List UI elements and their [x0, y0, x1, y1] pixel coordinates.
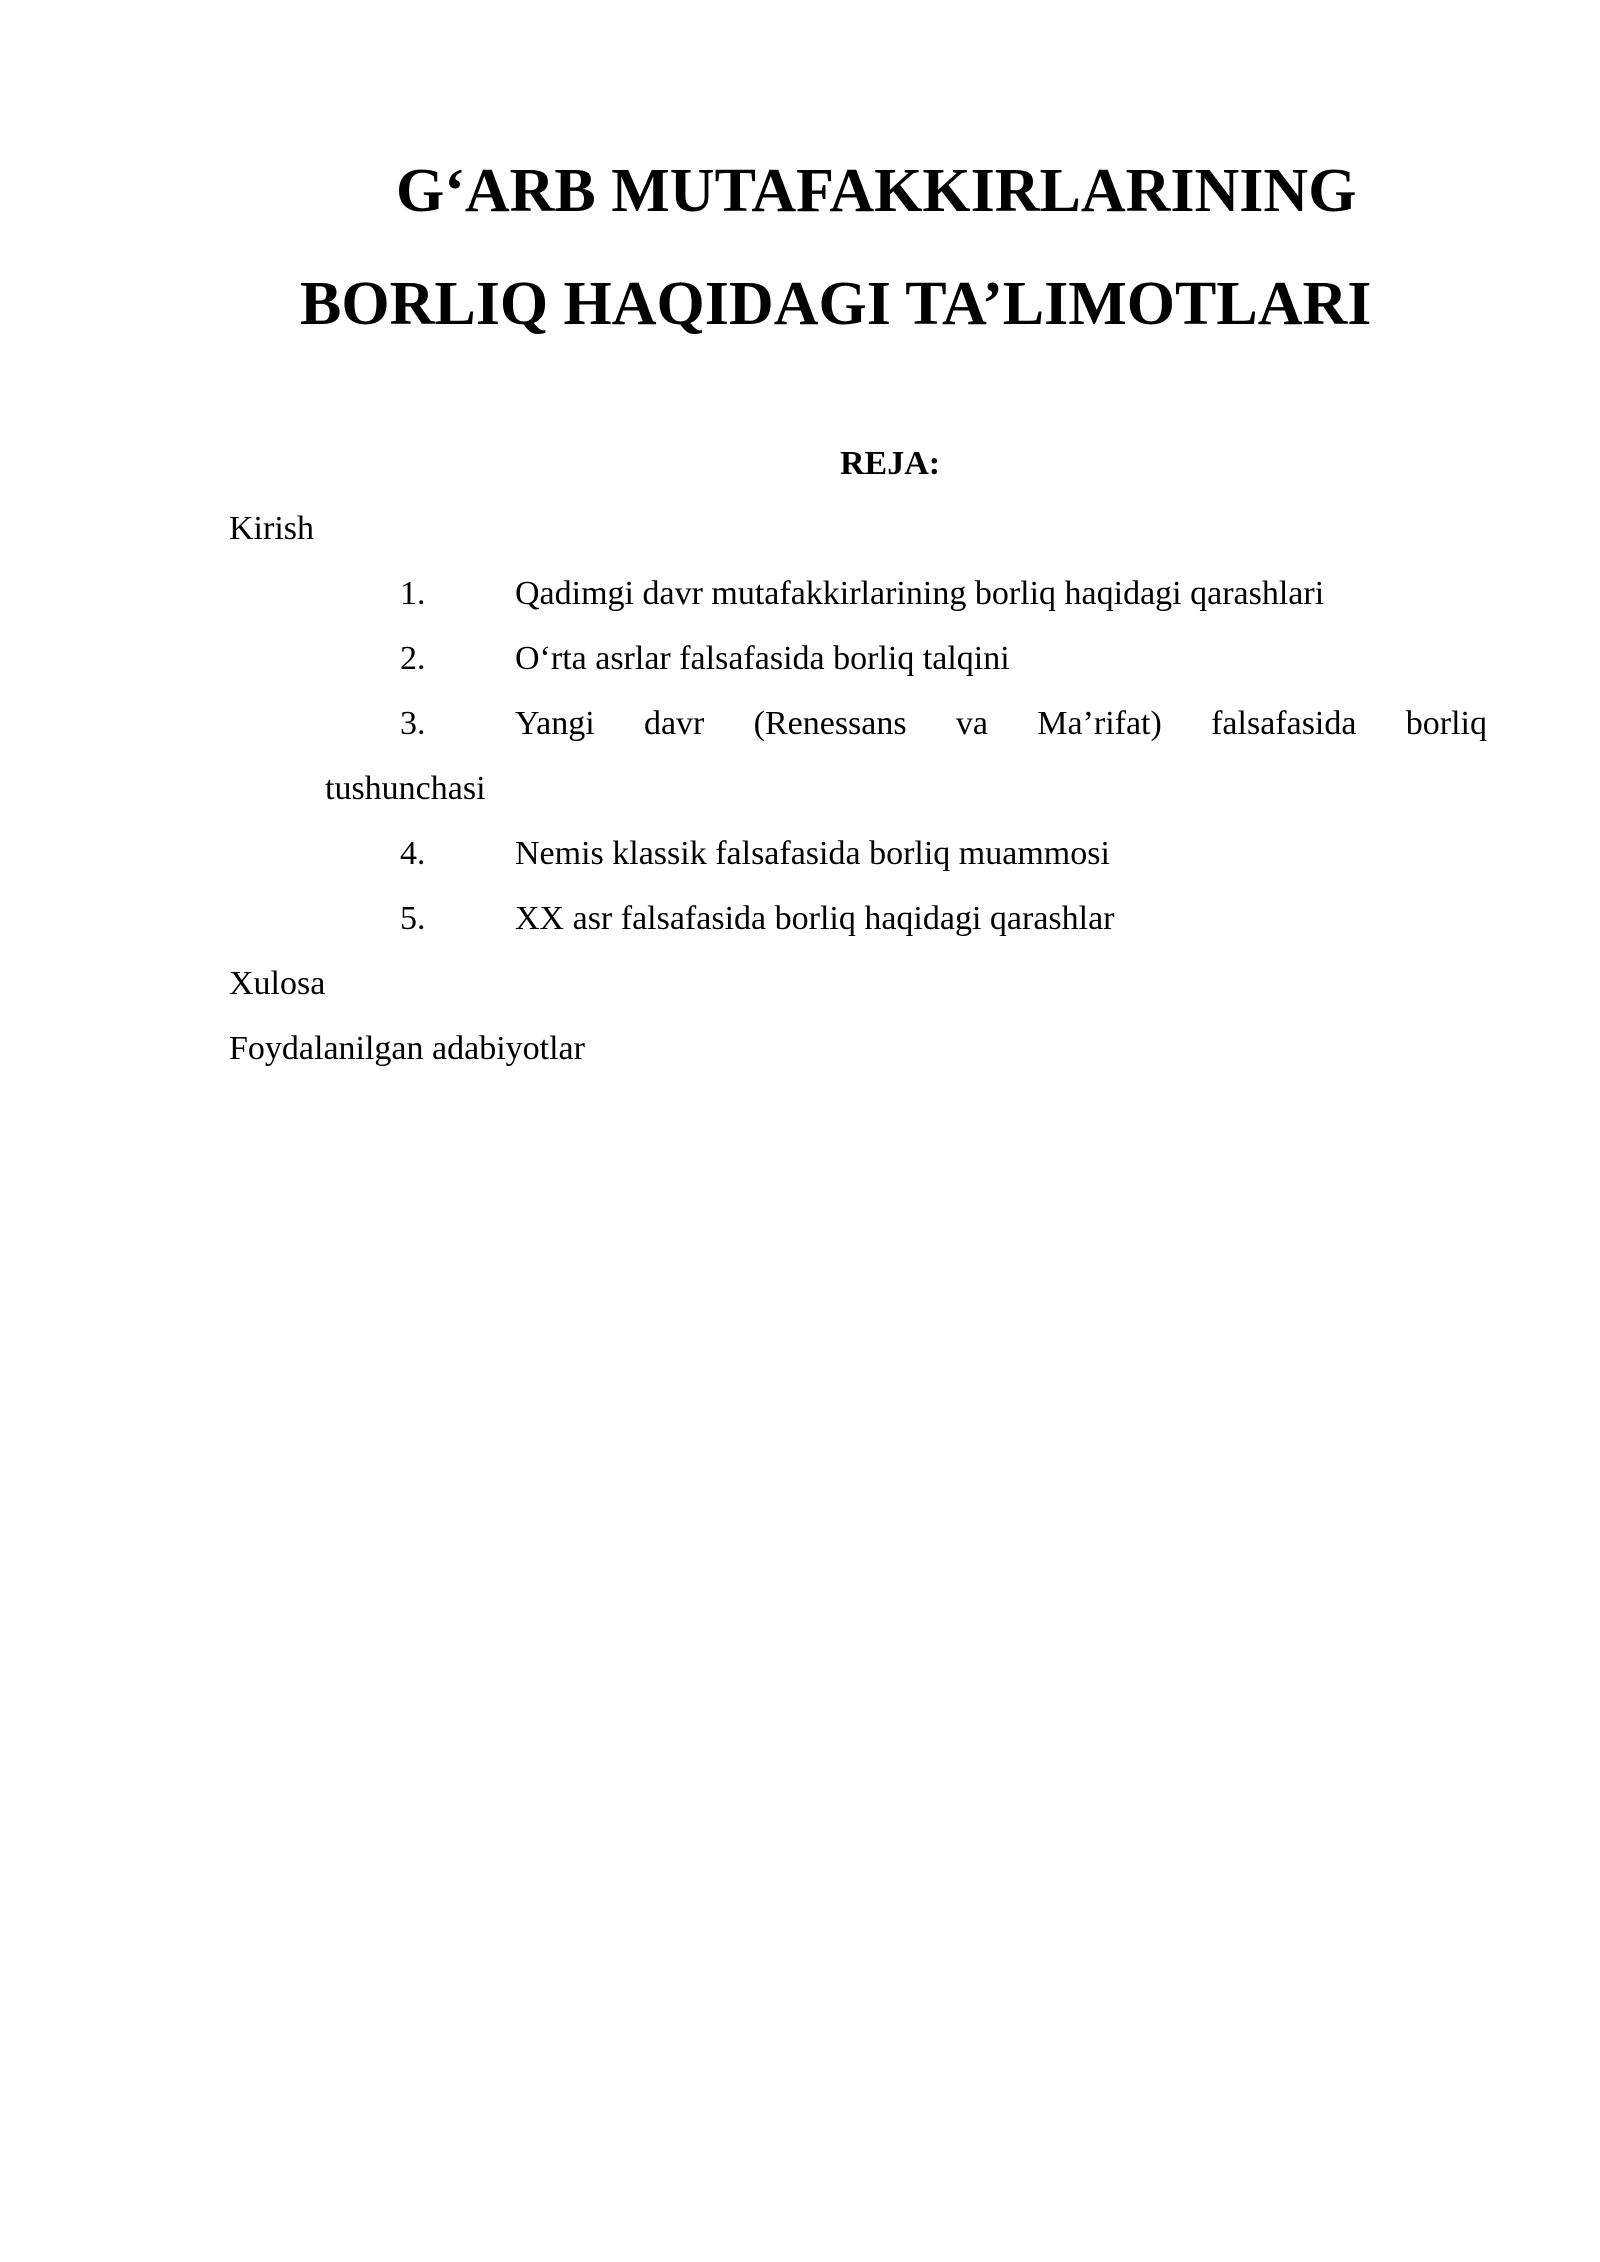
plan-item-text: O‘rta asrlar falsafasida borliq talqini	[515, 640, 1010, 677]
intro-entry: Kirish	[229, 510, 314, 547]
plan-item-text: XX asr falsafasida borliq haqidagi qarashlar	[515, 900, 1115, 937]
plan-item-number: 3.	[400, 705, 426, 742]
plan-item-word: (Renessans	[753, 705, 907, 742]
plan-item-text-continuation: tushunchasi	[325, 770, 486, 807]
plan-item-text-justified-line	[515, 707, 1487, 741]
references-entry: Foydalanilgan adabiyotlar	[229, 1030, 585, 1067]
plan-item-text: Qadimgi davr mutafakkirlarining borliq haqidagi qarashlari	[515, 575, 1325, 612]
document-title-line-1: G‘ARB MUTAFAKKIRLARINING	[396, 157, 1357, 225]
plan-heading: REJA:	[840, 445, 941, 482]
plan-item-word: davr	[643, 705, 705, 742]
plan-item-number: 1.	[400, 575, 426, 612]
document-title-line-2: BORLIQ HAQIDAGI TA’LIMOTLARI	[300, 270, 1372, 338]
plan-item-word: borliq	[1405, 705, 1487, 742]
plan-item-text: Nemis klassik falsafasida borliq muammosi	[515, 835, 1110, 872]
plan-item-word: Ma’rifat)	[1037, 705, 1162, 742]
plan-item-number: 2.	[400, 640, 426, 677]
plan-item-number: 5.	[400, 900, 426, 937]
plan-item-word: va	[955, 705, 988, 742]
plan-item-word: Yangi	[515, 705, 595, 742]
conclusion-entry: Xulosa	[229, 965, 326, 1002]
plan-item-number: 4.	[400, 835, 426, 872]
plan-item-word: falsafasida	[1211, 705, 1357, 742]
